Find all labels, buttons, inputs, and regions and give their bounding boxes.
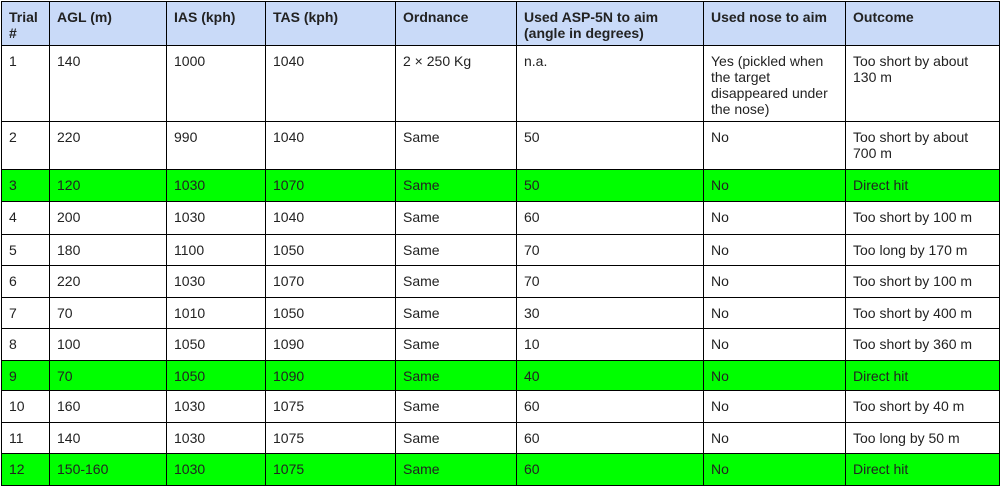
cell-nose-aim: No	[704, 170, 846, 202]
cell-agl: 70	[50, 361, 167, 391]
cell-agl: 100	[50, 329, 167, 361]
column-header-ias: IAS (kph)	[167, 2, 266, 46]
cell-ordnance: Same	[396, 361, 517, 391]
cell-ordnance: Same	[396, 298, 517, 329]
cell-agl: 200	[50, 202, 167, 235]
cell-ias: 1030	[167, 423, 266, 454]
cell-tas: 1070	[266, 170, 396, 202]
cell-tas: 1070	[266, 266, 396, 298]
cell-trial: 11	[2, 423, 50, 454]
cell-tas: 1090	[266, 361, 396, 391]
table-row	[2, 46, 1000, 122]
cell-ordnance: Same	[396, 235, 517, 266]
cell-nose-aim: No	[704, 266, 846, 298]
trials-table	[1, 1, 1000, 486]
table-body	[2, 46, 1000, 486]
cell-outcome: Too long by 170 m	[846, 235, 1000, 266]
cell-nose-aim: No	[704, 454, 846, 486]
cell-trial: 2	[2, 122, 50, 170]
cell-outcome: Too long by 50 m	[846, 423, 1000, 454]
cell-ias: 1000	[167, 46, 266, 122]
cell-ias: 1100	[167, 235, 266, 266]
table-row	[2, 266, 1000, 298]
cell-ordnance: Same	[396, 202, 517, 235]
cell-ias: 1050	[167, 361, 266, 391]
column-header-trial: Trial #	[2, 2, 50, 46]
cell-ordnance: 2 × 250 Kg	[396, 46, 517, 122]
cell-trial: 1	[2, 46, 50, 122]
cell-trial: 6	[2, 266, 50, 298]
table-row	[2, 298, 1000, 329]
cell-ordnance: Same	[396, 170, 517, 202]
cell-ordnance: Same	[396, 423, 517, 454]
cell-trial: 4	[2, 202, 50, 235]
cell-outcome: Too short by 100 m	[846, 266, 1000, 298]
column-header-asp-aim: Used ASP-5N to aim (angle in degrees)	[517, 2, 704, 46]
cell-asp-angle: 70	[517, 235, 704, 266]
cell-outcome: Direct hit	[846, 454, 1000, 486]
cell-nose-aim: No	[704, 361, 846, 391]
cell-ias: 1050	[167, 329, 266, 361]
header-row	[2, 2, 1000, 46]
cell-tas: 1090	[266, 329, 396, 361]
cell-ias: 1030	[167, 391, 266, 423]
cell-trial: 5	[2, 235, 50, 266]
cell-ordnance: Same	[396, 454, 517, 486]
cell-agl: 140	[50, 46, 167, 122]
cell-asp-angle: 50	[517, 170, 704, 202]
column-header-ordnance: Ordnance	[396, 2, 517, 46]
cell-asp-angle: 50	[517, 122, 704, 170]
cell-trial: 8	[2, 329, 50, 361]
column-header-outcome: Outcome	[846, 2, 1000, 46]
cell-outcome: Too short by 400 m	[846, 298, 1000, 329]
table-row	[2, 170, 1000, 202]
cell-tas: 1040	[266, 46, 396, 122]
cell-asp-angle: 70	[517, 266, 704, 298]
cell-agl: 120	[50, 170, 167, 202]
cell-tas: 1075	[266, 454, 396, 486]
cell-outcome: Direct hit	[846, 361, 1000, 391]
cell-trial: 9	[2, 361, 50, 391]
cell-tas: 1075	[266, 391, 396, 423]
cell-agl: 180	[50, 235, 167, 266]
table-row	[2, 391, 1000, 423]
cell-trial: 3	[2, 170, 50, 202]
cell-ias: 1010	[167, 298, 266, 329]
cell-asp-angle: 60	[517, 454, 704, 486]
cell-ias: 1030	[167, 266, 266, 298]
cell-asp-angle: 30	[517, 298, 704, 329]
cell-outcome: Too short by about 700 m	[846, 122, 1000, 170]
cell-asp-angle: 40	[517, 361, 704, 391]
cell-ordnance: Same	[396, 266, 517, 298]
cell-trial: 12	[2, 454, 50, 486]
cell-agl: 220	[50, 266, 167, 298]
table-row	[2, 423, 1000, 454]
table-row	[2, 454, 1000, 486]
cell-ordnance: Same	[396, 329, 517, 361]
cell-ias: 1030	[167, 170, 266, 202]
cell-ordnance: Same	[396, 122, 517, 170]
cell-nose-aim: No	[704, 298, 846, 329]
cell-nose-aim: Yes (pickled when the target disappeared under the nose)	[704, 46, 846, 122]
cell-nose-aim: No	[704, 329, 846, 361]
cell-tas: 1050	[266, 235, 396, 266]
cell-trial: 10	[2, 391, 50, 423]
cell-agl: 150-160	[50, 454, 167, 486]
cell-nose-aim: No	[704, 391, 846, 423]
cell-ias: 1030	[167, 454, 266, 486]
cell-outcome: Too short by about 130 m	[846, 46, 1000, 122]
cell-agl: 160	[50, 391, 167, 423]
cell-asp-angle: 60	[517, 391, 704, 423]
cell-tas: 1040	[266, 202, 396, 235]
table-row	[2, 329, 1000, 361]
cell-outcome: Too short by 40 m	[846, 391, 1000, 423]
cell-outcome: Too short by 360 m	[846, 329, 1000, 361]
cell-ias: 990	[167, 122, 266, 170]
cell-asp-angle: 60	[517, 202, 704, 235]
cell-asp-angle: 10	[517, 329, 704, 361]
column-header-agl: AGL (m)	[50, 2, 167, 46]
cell-asp-angle: 60	[517, 423, 704, 454]
cell-agl: 220	[50, 122, 167, 170]
cell-tas: 1040	[266, 122, 396, 170]
cell-tas: 1075	[266, 423, 396, 454]
cell-tas: 1050	[266, 298, 396, 329]
cell-nose-aim: No	[704, 202, 846, 235]
table-row	[2, 361, 1000, 391]
table-row	[2, 235, 1000, 266]
cell-ordnance: Same	[396, 391, 517, 423]
cell-agl: 140	[50, 423, 167, 454]
table-row	[2, 202, 1000, 235]
cell-nose-aim: No	[704, 122, 846, 170]
column-header-tas: TAS (kph)	[266, 2, 396, 46]
column-header-nose-aim: Used nose to aim	[704, 2, 846, 46]
cell-asp-angle: n.a.	[517, 46, 704, 122]
table-row	[2, 122, 1000, 170]
cell-nose-aim: No	[704, 235, 846, 266]
cell-outcome: Direct hit	[846, 170, 1000, 202]
cell-nose-aim: No	[704, 423, 846, 454]
cell-agl: 70	[50, 298, 167, 329]
cell-outcome: Too short by 100 m	[846, 202, 1000, 235]
cell-ias: 1030	[167, 202, 266, 235]
cell-trial: 7	[2, 298, 50, 329]
